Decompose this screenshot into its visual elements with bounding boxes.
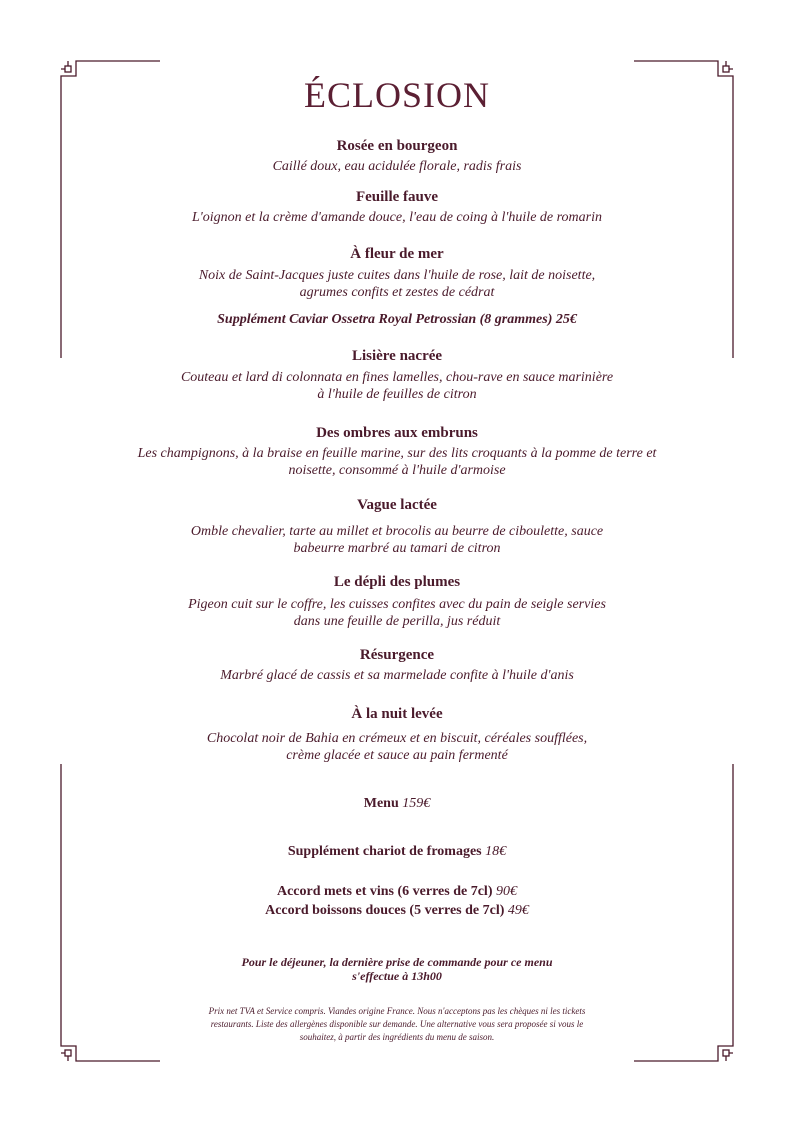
- menu-price-value: 159€: [402, 796, 431, 811]
- dish-description: Caillé doux, eau acidulée florale, radis frais: [272, 159, 522, 174]
- soft-pairing-line: [0, 903, 794, 919]
- menu-price-line: [0, 796, 794, 812]
- fine-print-line: souhaitez, à partir des ingrédients du menu de saison.: [299, 1032, 495, 1042]
- menu-title: ÉCLOSION: [304, 75, 490, 115]
- dish-description: noisette, consommé à l'huile d'armoise: [288, 463, 506, 478]
- wine-pairing-label: Accord mets et vins (6 verres de 7cl): [276, 884, 493, 899]
- dish-description: Pigeon cuit sur le coffre, les cuisses confites avec du pain de seigle servies: [188, 597, 606, 612]
- dish-description: dans une feuille de perilla, jus réduit: [293, 614, 501, 629]
- wine-pairing-price: 90€: [496, 884, 517, 899]
- dish-description: Chocolat noir de Bahia en crémeux et en biscuit, céréales soufflées,: [206, 731, 588, 746]
- dish-name: Des ombres aux embruns: [316, 425, 478, 441]
- dish-description: à l'huile de feuilles de citron: [317, 387, 477, 402]
- fine-print-line: restaurants. Liste des allergènes disponible sur demande. Une alternative vous sera proposée si vous le: [210, 1019, 584, 1029]
- dish-name: Feuille fauve: [355, 189, 439, 205]
- dish-description: Omble chevalier, tarte au millet et brocolis au beurre de ciboulette, sauce: [190, 524, 604, 539]
- soft-pairing-price: 49€: [507, 903, 529, 918]
- dish-description: Noix de Saint-Jacques juste cuites dans l'huile de rose, lait de noisette,: [198, 268, 596, 283]
- dish-name: À la nuit levée: [351, 706, 443, 722]
- dish-name: Vague lactée: [357, 497, 437, 513]
- menu-price-label: Menu: [363, 796, 399, 811]
- dish-description: babeurre marbré au tamari de citron: [293, 541, 501, 556]
- dish-description: Couteau et lard di colonnata en fines lamelles, chou-rave en sauce marinière: [180, 370, 614, 385]
- dish-name: Résurgence: [359, 647, 435, 663]
- cheese-supplement-price: 18€: [485, 844, 507, 859]
- lunch-note-line: s'effectue à 13h00: [352, 969, 442, 983]
- caviar-supplement: Supplément Caviar Ossetra Royal Petrossian (8 grammes) 25€: [217, 312, 577, 327]
- cheese-supplement-line: [0, 844, 794, 860]
- cheese-supplement-label: Supplément chariot de fromages: [287, 844, 482, 859]
- dish-name: Le dépli des plumes: [333, 574, 461, 590]
- dish-description: L'oignon et la crème d'amande douce, l'eau de coing à l'huile de romarin: [192, 210, 602, 225]
- dish-description: agrumes confits et zestes de cédrat: [299, 285, 495, 300]
- wine-pairing-line: [0, 884, 794, 900]
- dish-name: Rosée en bourgeon: [336, 138, 458, 154]
- fine-print-line: Prix net TVA et Service compris. Viandes origine France. Nous n'acceptons pas les chèques ni les tickets: [208, 1006, 586, 1016]
- dish-name: À fleur de mer: [350, 246, 444, 262]
- lunch-note-line: Pour le déjeuner, la dernière prise de commande pour ce menu: [241, 955, 553, 969]
- soft-pairing-label: Accord boissons douces (5 verres de 7cl): [265, 903, 505, 918]
- dish-description: Marbré glacé de cassis et sa marmelade confite à l'huile d'anis: [220, 668, 574, 683]
- dish-name: Lisière nacrée: [351, 348, 443, 364]
- dish-description: Les champignons, à la braise en feuille marine, sur des lits croquants à la pomme de terre et: [137, 446, 657, 461]
- dish-description: crème glacée et sauce au pain fermenté: [286, 748, 508, 763]
